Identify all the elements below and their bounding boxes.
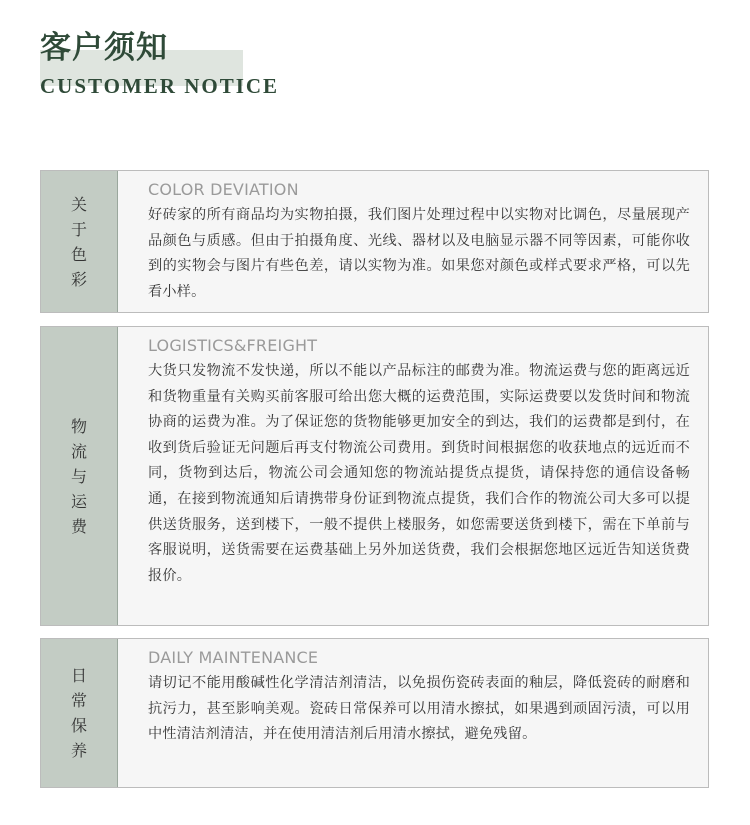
section-color-deviation xyxy=(40,170,709,313)
section-body xyxy=(118,327,708,625)
section-logistics-freight xyxy=(40,326,709,626)
section-side-panel xyxy=(41,639,118,787)
section-side-panel xyxy=(41,327,118,625)
section-side-label: 关于色彩 xyxy=(70,194,87,289)
section-text: 请切记不能用酸碱性化学清洁剂清洁，以免损伤瓷砖表面的釉层，降低瓷砖的耐磨和抗污力，甚至影响美观。瓷砖日常保养可以用清水擦拭，如果遇到顽固污渍，可以用中性清洁剂清洁，并在使用清洁剂后用清水擦拭，避免残留。 xyxy=(148,675,690,743)
page-title: 客户须知 xyxy=(40,30,168,66)
section-body xyxy=(118,639,708,787)
section-body xyxy=(118,171,708,312)
section-title: DAILY MAINTENANCE xyxy=(148,648,319,667)
section-text: 大货只发物流不发快递，所以不能以产品标注的邮费为准。物流运费与您的距离远近和货物重量有关购买前客服可给出您大概的运费范围，实际运费要以发货时间和物流协商的运费为准。为了保证您的货物能够更加安全的到达，我们的运费都是到付，在收到货后验证无问题后再支付物流公司费用。到货时间根据您的收获地点的远近而不同，货物到达后，物流公司会通知您的物流站提货点提货，请保持您的通信设备畅通，在接到物流通知后请携带身份证到物流点提货，我们合作的物流公司大多可以提供送货服务，送到楼下，一般不提供上楼服务，如您需要送货到楼下，需在下单前与客服说明，送货需要在运费基础上另外加送货费，我们会根据您地区远近告知送货费报价。 xyxy=(148,363,690,584)
section-daily-maintenance xyxy=(40,638,709,788)
section-title: LOGISTICS&FREIGHT xyxy=(148,336,318,355)
page-subtitle: CUSTOMER NOTICE xyxy=(40,74,280,98)
section-side-panel xyxy=(41,171,118,312)
section-text: 好砖家的所有商品均为实物拍摄，我们图片处理过程中以实物对比调色，尽量展现产品颜色与质感。但由于拍摄角度、光线、器材以及电脑显示器不同等因素，可能你收到的实物会与图片有些色差，请以实物为准。如果您对颜色或样式要求严格，可以先看小样。 xyxy=(148,207,690,300)
section-title: COLOR DEVIATION xyxy=(148,180,299,199)
page-header xyxy=(40,28,300,98)
section-side-label: 日常保养 xyxy=(70,666,87,760)
section-side-label: 物流与运费 xyxy=(70,416,87,536)
